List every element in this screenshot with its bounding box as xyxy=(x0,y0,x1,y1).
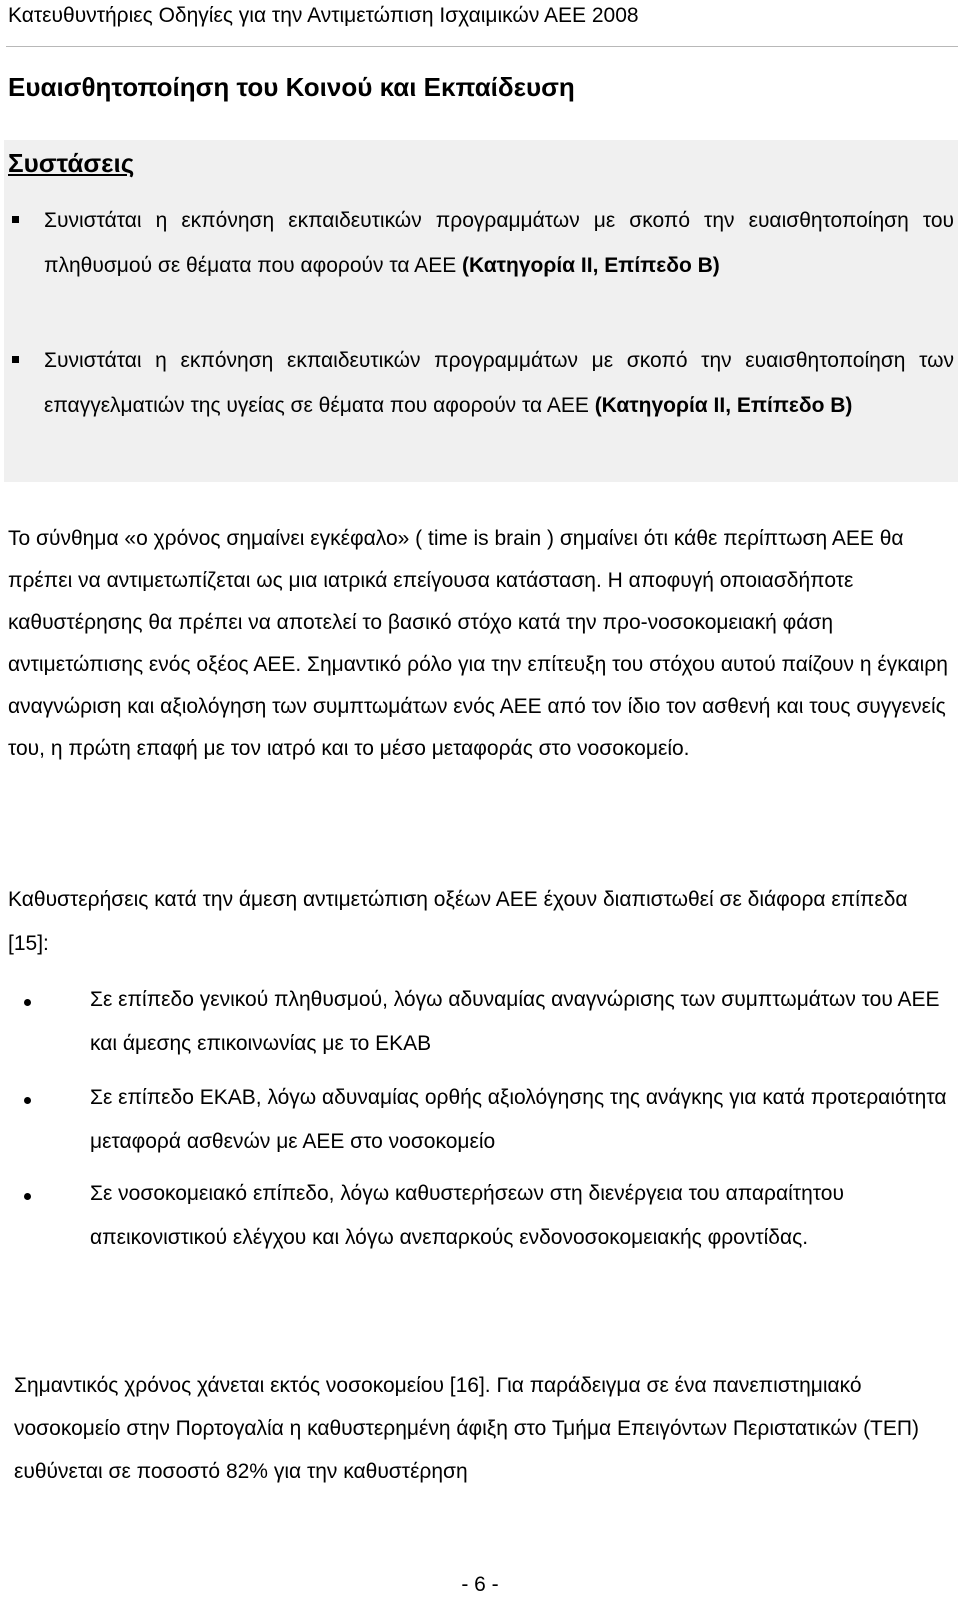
recommendation-text xyxy=(44,198,954,288)
recommendation-text xyxy=(44,338,954,428)
recommendation-body: Συνιστάται η εκπόνηση εκπαιδευτικών προγραμμάτων με σκοπό την ευαισθητοποίηση του πληθυσμού σε θέματα που αφορούν τα ΑΕΕ xyxy=(44,209,954,277)
header-divider xyxy=(6,46,958,47)
page-number: - 6 - xyxy=(461,1573,499,1596)
evidence-level: (Κατηγορία ΙΙ, Επίπεδο Β) xyxy=(594,394,853,417)
evidence-level: (Κατηγορία ΙΙ, Επίπεδο Β) xyxy=(462,254,720,277)
paragraph-delays-intro: Καθυστερήσεις κατά την άμεση αντιμετώπιση οξέων ΑΕΕ έχουν διαπιστωθεί σε διάφορα επίπεδα [15]: xyxy=(8,888,908,955)
list-item-text: Σε επίπεδο γενικού πληθυσμού, λόγω αδυναμίας αναγνώρισης των συμπτωμάτων του ΑΕΕ και άμεσης επικοινωνίας με το ΕΚΑΒ xyxy=(90,988,940,1055)
section-title: Ευαισθητοποίηση του Κοινού και Εκπαίδευση xyxy=(8,72,575,102)
round-bullet-icon xyxy=(24,1193,31,1200)
square-bullet-icon xyxy=(12,216,19,223)
recommendations-title: Συστάσεις xyxy=(8,148,135,178)
recommendations-box xyxy=(4,140,958,482)
recommendation-body: Συνιστάται η εκπόνηση εκπαιδευτικών προγραμμάτων με σκοπό την ευαισθητοποίηση των επαγγελματιών της υγείας σε θέματα που αφορούν τα ΑΕΕ xyxy=(44,349,954,417)
running-header: Κατευθυντήριες Οδηγίες για την Αντιμετώπιση Ισχαιμικών ΑΕΕ 2008 xyxy=(8,4,639,27)
paragraph-out-of-hospital: Σημαντικός χρόνος χάνεται εκτός νοσοκομείου [16]. Για παράδειγμα σε ένα πανεπιστημιακό νοσοκομείο στην Πορτογαλία η καθυστερημένη άφιξη στο Τμήμα Επειγόντων Περιστατικών (ΤΕΠ) ευθύνεται σε ποσοστό 82% για την καθυστέρηση xyxy=(14,1374,920,1483)
list-item-text: Σε επίπεδο ΕΚΑΒ, λόγω αδυναμίας ορθής αξιολόγησης της ανάγκης για κατά προτεραιότητα μεταφορά ασθενών με ΑΕΕ στο νοσοκομείο xyxy=(90,1086,947,1153)
round-bullet-icon xyxy=(24,1097,31,1104)
round-bullet-icon xyxy=(24,999,31,1006)
list-item-text: Σε νοσοκομειακό επίπεδο, λόγω καθυστερήσεων στη διενέργεια του απαραίτητου απεικονιστικού ελέγχου και λόγω ανεπαρκούς ενδονοσοκομειακής φροντίδας. xyxy=(90,1182,844,1249)
square-bullet-icon xyxy=(12,356,19,363)
paragraph-time-is-brain: Το σύνθημα «ο χρόνος σημαίνει εγκέφαλο» ( time is brain ) σημαίνει ότι κάθε περίπτωση ΑΕΕ θα πρέπει να αντιμετωπίζεται ως μια ιατρικά επείγουσα κατάσταση. Η αποφυγή οποιασδήποτε καθυστέρησης θα πρέπει να αποτελεί το βασικό στόχο κατά την προ-νοσοκομειακή φάση αντιμετώπισης ενός οξέος ΑΕΕ. Σημαντικό ρόλο για την επίτευξη του στόχου αυτού παίζουν η έγκαιρη αναγνώριση και αξιολόγηση των συμπτωμάτων ενός ΑΕΕ από τον ίδιο τον ασθενή και τους συγγενείς του, η πρώτη επαφή με τον ιατρό και το μέσο μεταφοράς στο νοσοκομείο. xyxy=(8,527,948,760)
